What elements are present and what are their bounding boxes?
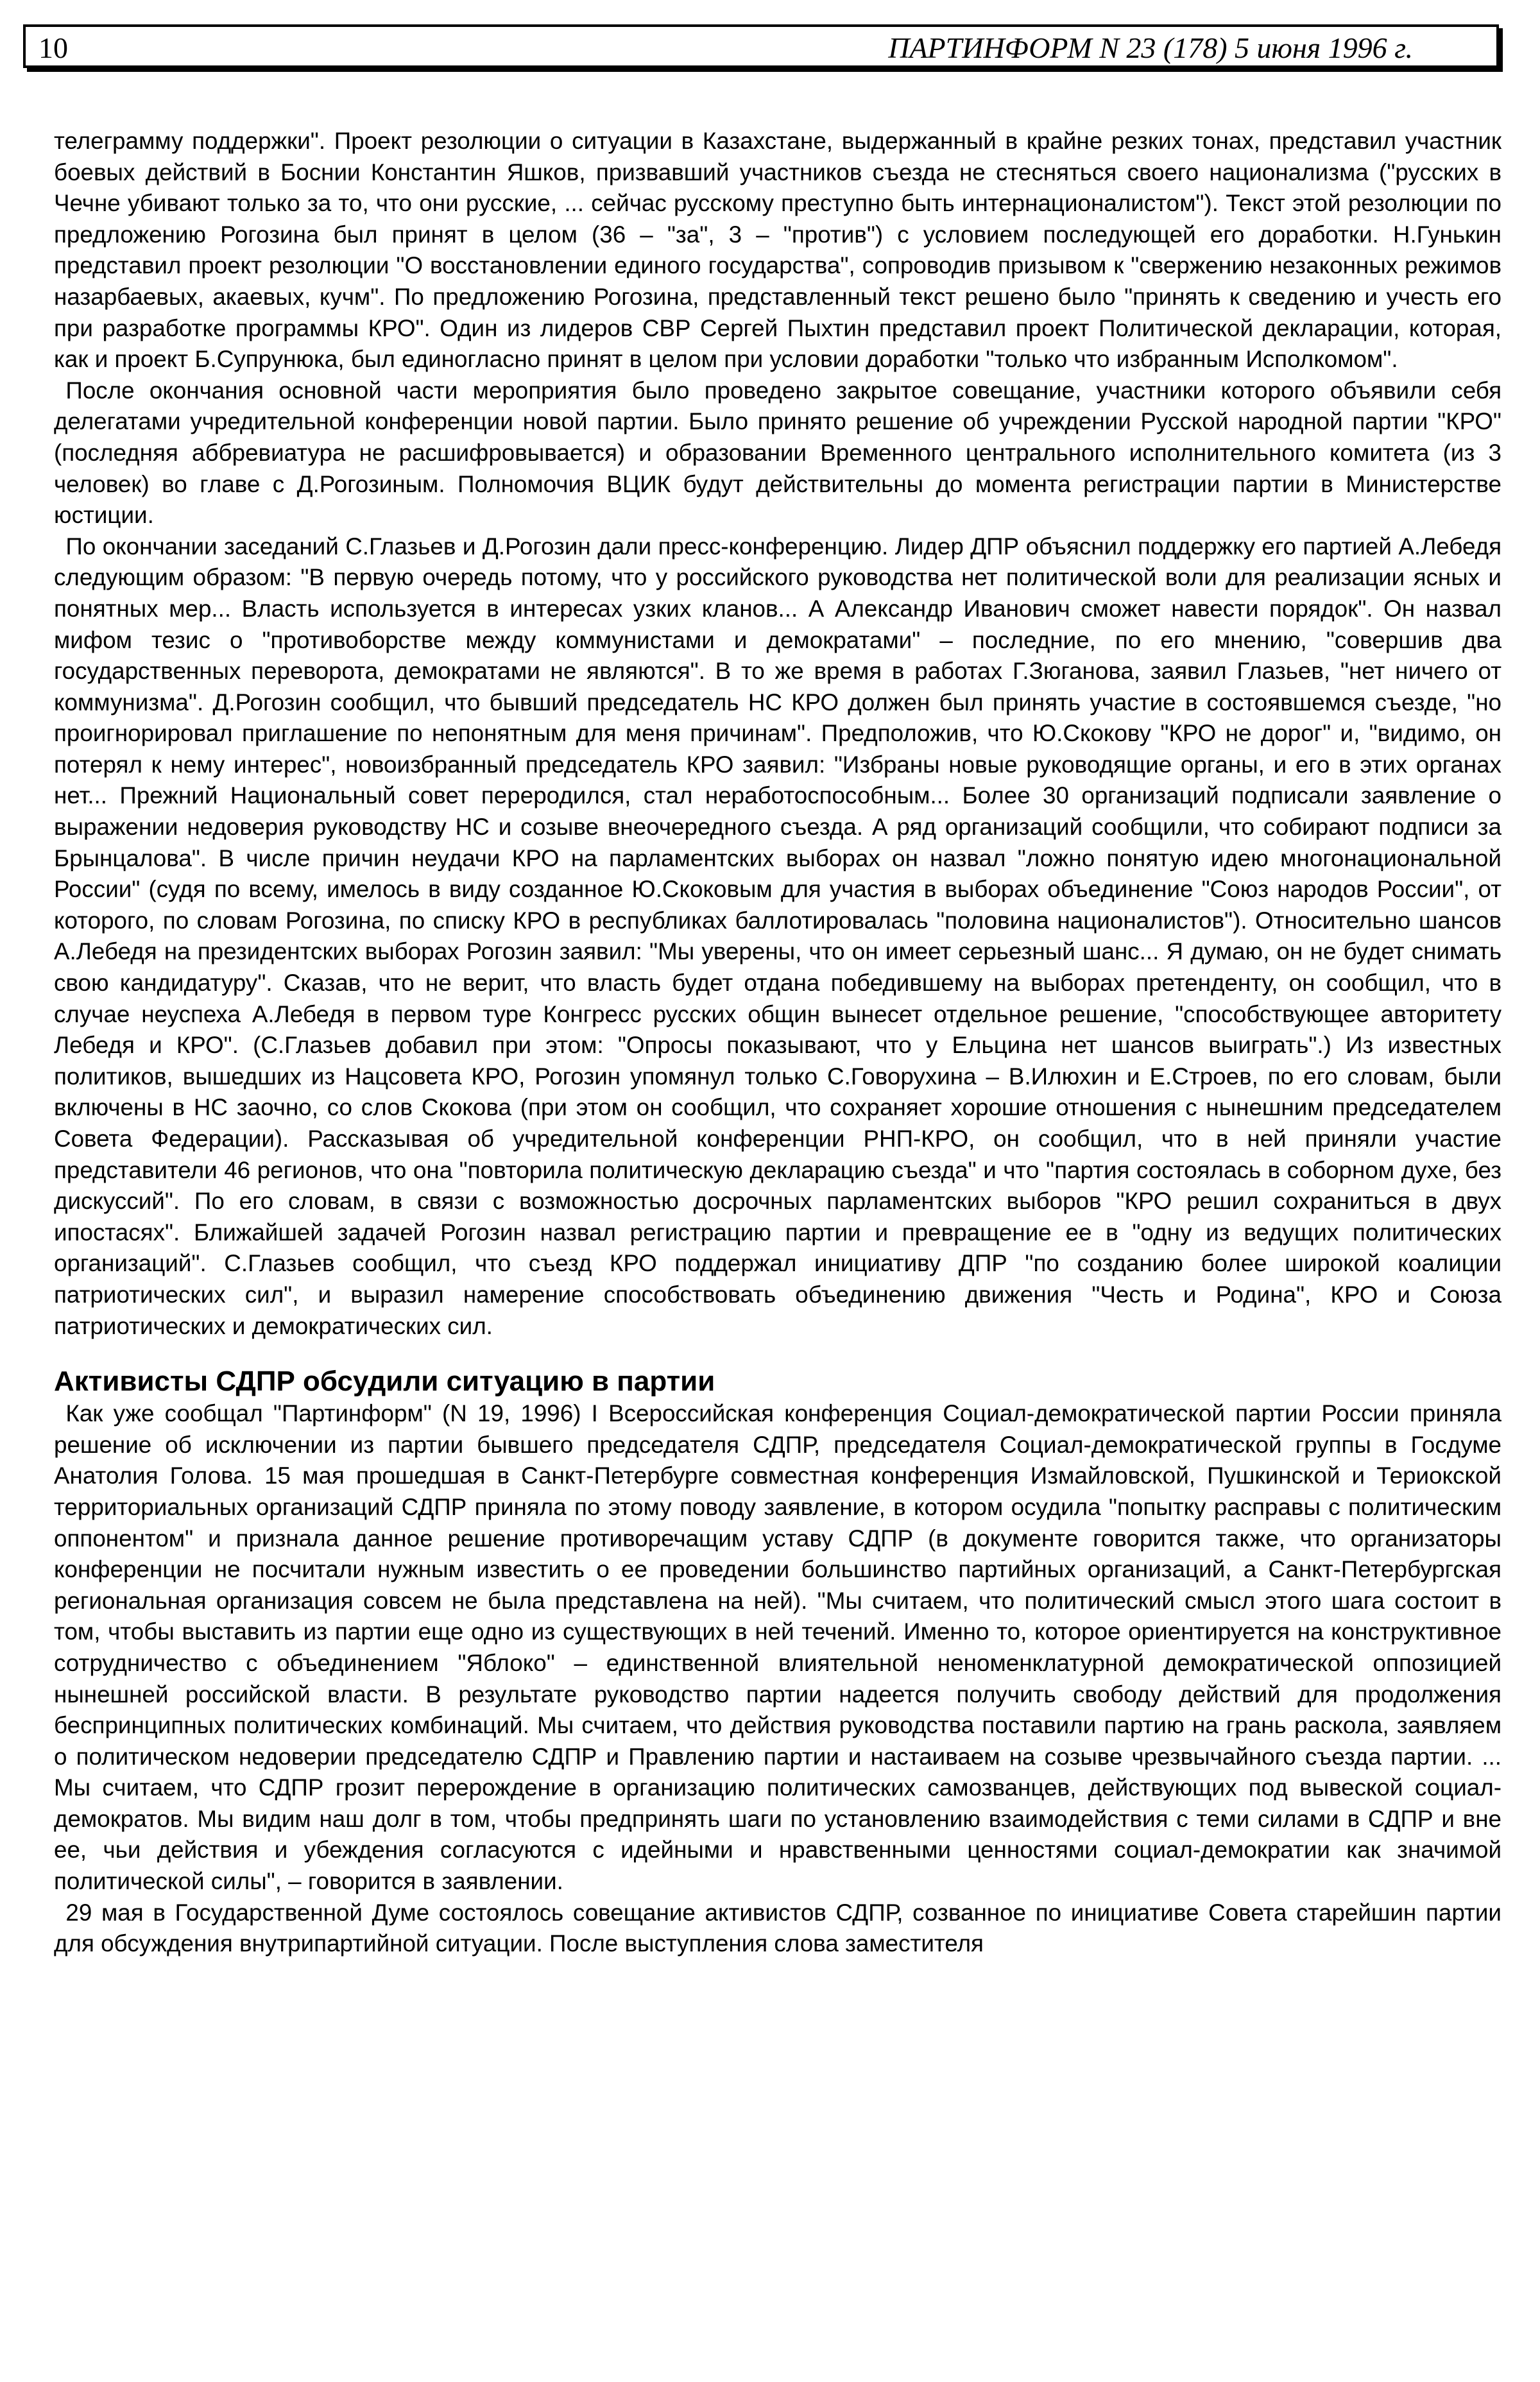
article-body [54, 126, 1502, 1960]
section-heading: Активисты СДПР обсудили ситуацию в партии [54, 1366, 715, 1398]
paragraph: Как уже сообщал "Партинформ" (N 19, 1996) I Всероссийская конференция Социал-демократической партии России приняла решение об исключении из партии бывшего председателя СДПР, председателя Социал-демократической группы в Госдуме Анатолия Голова. 15 мая прошедшая в Санкт-Петербурге совместная конференция Измайловской, Пушкинской и Териокской территориальных организаций СДПР приняла по этому поводу заявление, в котором осудила "попытку расправы с политическим оппонентом" и признала данное решение противоречащим уставу СДПР (в документе говорится также, что организаторы конференции не посчитали нужным известить о ее проведении большинство партийных организаций, а Санкт-Петербургская региональная организация совсем не была представлена на ней). "Мы считаем, что политический смысл этого шага состоит в том, чтобы выставить из партии еще одно из существующих в ней течений. Именно то, которое ориентируется на конструктивное сотрудничество с объединением "Яблоко" – единственной влиятельной неноменклатурной демократической оппозицией нынешней российской власти. В результате руководство партии надеется получить свободу действий для продолжения беспринципных политических комбинаций. Мы считаем, что действия руководства поставили партию на грань раскола, заявляем о политическом недоверии председателю СДПР и Правлению партии и настаиваем на созыве чрезвычайного съезда партии. ... Мы считаем, что СДПР грозит перерождение в организацию политических самозванцев, действующих под вывеской социал-демократов. Мы видим наш долг в том, чтобы предпринять шаги по установлению взаимодействия с теми силами в СДПР и вне ее, чьи действия и убеждения согласуются с идейными и нравственными ценностями социал-демократии как значимой политической силы", – говорится в заявлении. [54, 1400, 1502, 1895]
page-header [23, 24, 1499, 68]
paragraph: 29 мая в Государственной Думе состоялось совещание активистов СДПР, созванное по инициативе Совета старейшин партии для обсуждения внутрипартийной ситуации. После выступления слова заместителя [54, 1899, 1502, 1957]
paragraph: По окончании заседаний С.Глазьев и Д.Рогозин дали пресс-конференцию. Лидер ДПР объяснил поддержку его партией А.Лебедя следующим образом: "В первую очередь потому, что у российского руководства нет политической воли для реализации ясных и понятных мер... Власть используется в интересах узких кланов... А Александр Иванович сможет навести порядок". Он назвал мифом тезис о "противоборстве между коммунистами и демократами" – последние, по его мнению, "совершив два государственных переворота, демократами не являются". В то же время в работах Г.Зюганова, заявил Глазьев, "нет ничего от коммунизма". Д.Рогозин сообщил, что бывший председатель НС КРО должен был принять участие в состоявшемся съезде, "но проигнорировал приглашение по непонятным для меня причинам". Предположив, что Ю.Скокову "КРО не дорог" и, "видимо, он потерял к нему интерес", новоизбранный председатель КРО заявил: "Избраны новые руководящие органы, и его в этих органах нет... Прежний Национальный совет переродился, стал неработоспособным... Более 30 организаций подписали заявление о выражении недоверия руководству НС и созыве внеочередного съезда. А ряд организаций сообщили, что собирают подписи за Брынцалова". В числе причин неудачи КРО на парламентских выборах он назвал "ложно понятую идею многонациональной России" (судя по всему, имелось в виду созданное Ю.Скоковым для участия в выборах объединение "Союз народов России", от которого, по словам Рогозина, по списку КРО в республиках баллотировалась "половина националистов"). Относительно шансов А.Лебедя на президентских выборах Рогозин заявил: "Мы уверены, что он имеет серьезный шанс... Я думаю, он не будет снимать свою кандидатуру". Сказав, что не верит, что власть будет отдана победившему на выборах претенденту, он сообщил, что в случае неуспеха А.Лебедя в первом туре Конгресс русских общин вынесет отдельное решение, "способствующее авторитету Лебедя и КРО". (С.Глазьев добавил при этом: "Опросы показывают, что у Ельцина нет шансов выиграть".) Из известных политиков, вышедших из Нацсовета КРО, Рогозин упомянул только С.Говорухина – В.Илюхин и Е.Строев, по его словам, были включены в НС заочно, со слов Скокова (при этом он сообщил, что сохраняет хорошие отношения с нынешним председателем Совета Федерации). Рассказывая об учредительной конференции РНП-КРО, он сообщил, что в ней приняли участие представители 46 регионов, что она "повторила политическую декларацию съезда" и что "партия состоялась в соборном духе, без дискуссий". По его словам, в связи с возможностью досрочных парламентских выборов "КРО решил сохраниться в двух ипостасях". Ближайшей задачей Рогозин назвал регистрацию партии и превращение ее в "одну из ведущих политических организаций". С.Глазьев сообщил, что съезд КРО поддержал инициативу ДПР "по созданию более широкой коалиции патриотических сил", и выразил намерение способствовать объединению движения "Честь и Родина", КРО и Союза патриотических и демократических сил. [54, 533, 1502, 1339]
publication-title: ПАРТИНФОРМ N 23 (178) 5 июня 1996 г. [888, 31, 1413, 64]
page-number: 10 [38, 31, 68, 64]
paragraph: телеграмму поддержки". Проект резолюции о ситуации в Казахстане, выдержанный в крайне резких тонах, представил участник боевых действий в Боснии Константин Яшков, призвавший участников съезда не стесняться своего национализма ("русских в Чечне убивают только за то, что они русские, ... сейчас русскому преступно быть интернационалистом"). Текст этой резолюции по предложению Рогозина был принят в целом (36 – "за", 3 – "против") с условием последующей его доработки. Н.Гунькин представил проект резолюции "О восстановлении единого государства", сопроводив призывом к "свержению незаконных режимов назарбаевых, акаевых, кучм". По предложению Рогозина, представленный текст решено было "принять к сведению и учесть его при разработке программы КРО". Один из лидеров СВР Сергей Пыхтин представил проект Политической декларации, которая, как и проект Б.Супрунюка, был единогласно принят в целом при условии доработки "только что избранным Исполкомом". [54, 128, 1502, 373]
paragraph: После окончания основной части мероприятия было проведено закрытое совещание, участники которого объявили себя делегатами учредительной конференции новой партии. Было принято решение об учреждении Русской народной партии "КРО" (последняя аббревиатура не расшифровывается) и образовании Временного центрального исполнительного комитета (из 3 человек) во главе с Д.Рогозиным. Полномочия ВЦИК будут действительны до момента регистрации партии в Министерстве юстиции. [54, 377, 1502, 529]
